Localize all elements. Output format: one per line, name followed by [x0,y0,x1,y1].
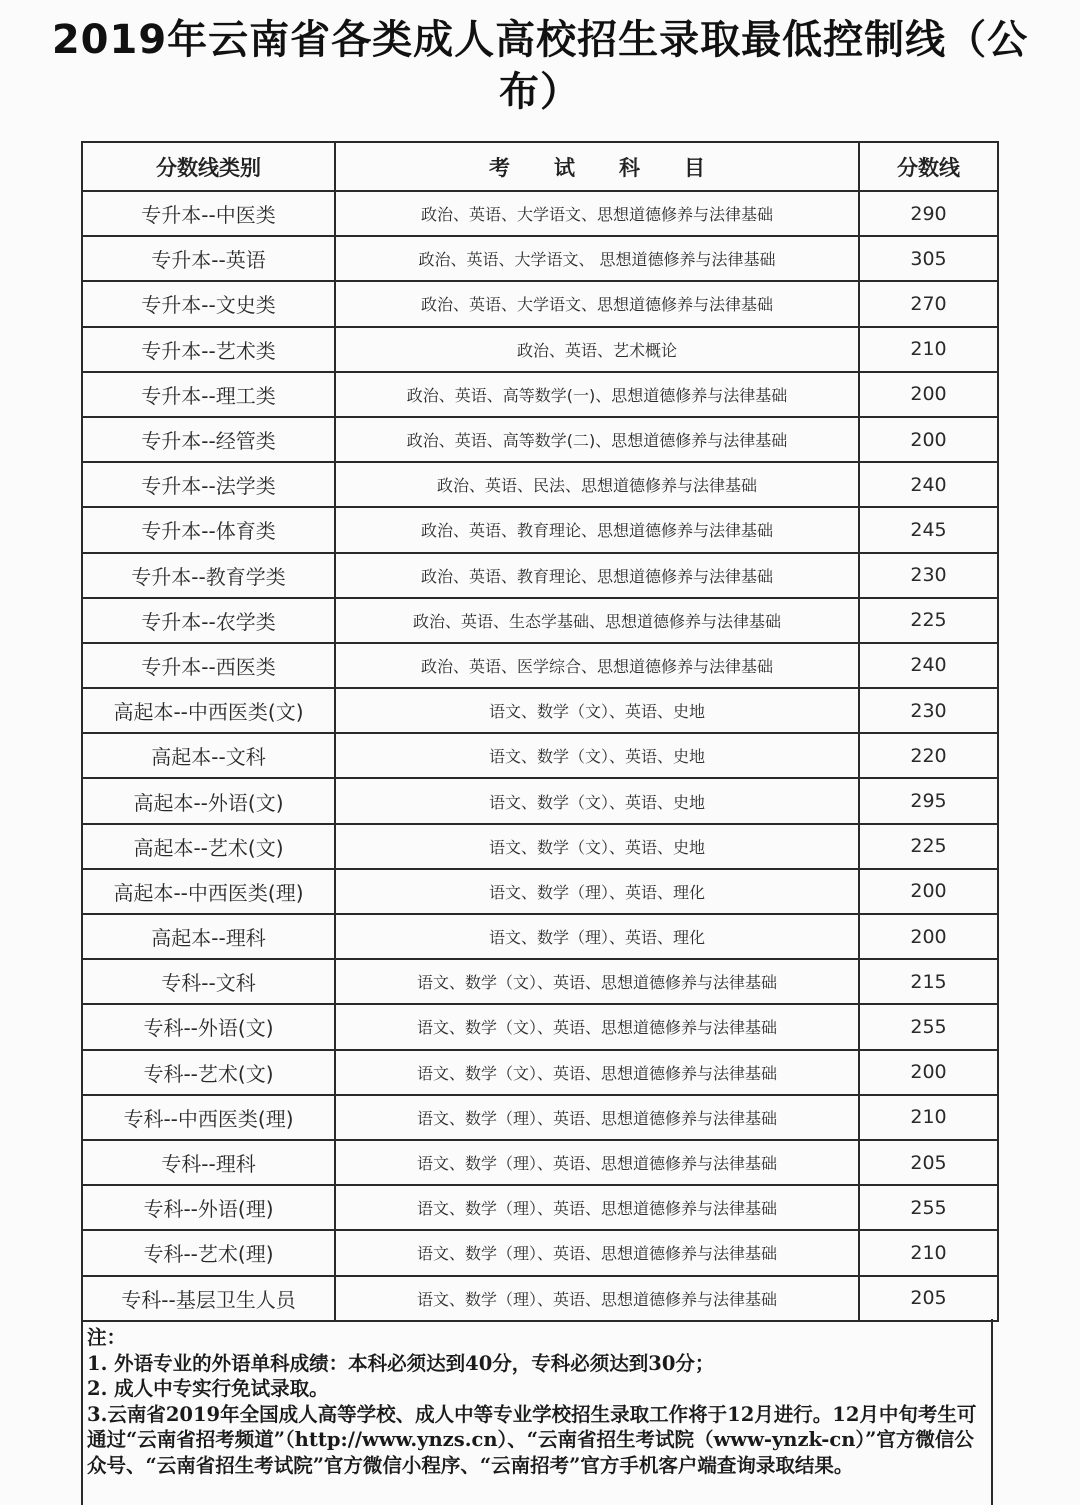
category-cell: 高起本--外语(文) [82,778,335,823]
subjects-cell: 政治、英语、艺术概论 [335,327,859,372]
table-row [82,733,998,778]
subjects-cell: 语文、数学（理）、英语、思想道德修养与法律基础 [335,1230,859,1275]
score-cell: 210 [859,1095,998,1140]
category-cell: 高起本--艺术(文) [82,824,335,869]
table-row [82,1004,998,1049]
table-row [82,1230,998,1275]
score-cell: 200 [859,869,998,914]
category-cell: 专升本--农学类 [82,598,335,643]
subjects-cell: 政治、英语、大学语文、思想道德修养与法律基础 [335,191,859,236]
score-cell: 255 [859,1185,998,1230]
table-row [82,327,998,372]
category-cell: 专科--文科 [82,959,335,1004]
category-cell: 专升本--中医类 [82,191,335,236]
notes-section [81,1319,993,1505]
subjects-cell: 政治、英语、教育理论、思想道德修养与法律基础 [335,507,859,552]
category-cell: 专升本--艺术类 [82,327,335,372]
table-row [82,869,998,914]
subjects-cell: 语文、数学（文）、英语、史地 [335,778,859,823]
note-item: 3.云南省2019年全国成人高等学校、成人中等专业学校招生录取工作将于12月进行。12月中旬考生可通过“云南省招考频道”（http://www.ynzs.cn）、“云南省招生考试院（www-ynzk-cn）”官方微信公众号、“云南省招生考试院”官方微信小程序、“云南招考”官方手机客户端查询录取结果。 [87,1402,977,1477]
category-cell: 专升本--理工类 [82,372,335,417]
category-cell: 专升本--西医类 [82,643,335,688]
score-cell: 255 [859,1004,998,1049]
category-cell: 专科--艺术(文) [82,1050,335,1095]
document-title: 2019年云南省各类成人高校招生录取最低控制线（公布） [51,17,1029,115]
table-row [82,417,998,462]
category-cell: 专升本--文史类 [82,281,335,326]
table-row [82,1140,998,1185]
table-row [82,959,998,1004]
table-row [82,824,998,869]
header-score: 分数线 [859,142,998,191]
table-header-row [82,142,998,191]
subjects-cell: 语文、数学（理）、英语、理化 [335,869,859,914]
score-table [81,141,999,1322]
category-cell: 专科--外语(文) [82,1004,335,1049]
table-row [82,236,998,281]
table-row [82,598,998,643]
table-row [82,1050,998,1095]
header-category: 分数线类别 [82,142,335,191]
table-row [82,778,998,823]
subjects-cell: 语文、数学（文）、英语、史地 [335,733,859,778]
category-cell: 高起本--中西医类(理) [82,869,335,914]
subjects-cell: 语文、数学（文）、英语、思想道德修养与法律基础 [335,1004,859,1049]
score-cell: 225 [859,824,998,869]
table-row [82,1276,998,1321]
category-cell: 专科--外语(理) [82,1185,335,1230]
score-cell: 215 [859,959,998,1004]
score-cell: 205 [859,1276,998,1321]
score-cell: 240 [859,643,998,688]
category-cell: 专升本--经管类 [82,417,335,462]
score-cell: 290 [859,191,998,236]
score-cell: 200 [859,914,998,959]
category-cell: 专科--艺术(理) [82,1230,335,1275]
table-row [82,191,998,236]
subjects-cell: 政治、英语、高等数学(二)、思想道德修养与法律基础 [335,417,859,462]
category-cell: 专升本--法学类 [82,462,335,507]
score-cell: 200 [859,417,998,462]
table-row [82,507,998,552]
table-body [82,191,998,1321]
subjects-cell: 语文、数学（理）、英语、思想道德修养与法律基础 [335,1095,859,1140]
score-cell: 210 [859,327,998,372]
table-row [82,462,998,507]
header-subjects: 考试科目 [335,142,859,191]
subjects-cell: 政治、英语、高等数学(一)、思想道德修养与法律基础 [335,372,859,417]
score-cell: 205 [859,1140,998,1185]
score-cell: 240 [859,462,998,507]
subjects-cell: 政治、英语、教育理论、思想道德修养与法律基础 [335,553,859,598]
score-cell: 200 [859,372,998,417]
score-cell: 220 [859,733,998,778]
subjects-cell: 语文、数学（文）、英语、思想道德修养与法律基础 [335,1050,859,1095]
category-cell: 专科--理科 [82,1140,335,1185]
table-row [82,281,998,326]
subjects-cell: 语文、数学（理）、英语、理化 [335,914,859,959]
table-row [82,1185,998,1230]
score-cell: 230 [859,553,998,598]
table-row [82,372,998,417]
table-row [82,553,998,598]
table-row [82,688,998,733]
subjects-cell: 政治、英语、大学语文、 思想道德修养与法律基础 [335,236,859,281]
table-row [82,914,998,959]
score-cell: 245 [859,507,998,552]
subjects-cell: 语文、数学（文）、英语、史地 [335,824,859,869]
score-cell: 270 [859,281,998,326]
score-cell: 295 [859,778,998,823]
score-cell: 200 [859,1050,998,1095]
note-item: 2. 成人中专实行免试录取。 [87,1377,329,1400]
score-cell: 305 [859,236,998,281]
category-cell: 专科--基层卫生人员 [82,1276,335,1321]
subjects-cell: 政治、英语、生态学基础、思想道德修养与法律基础 [335,598,859,643]
score-cell: 225 [859,598,998,643]
subjects-cell: 政治、英语、医学综合、思想道德修养与法律基础 [335,643,859,688]
category-cell: 专升本--体育类 [82,507,335,552]
category-cell: 专科--中西医类(理) [82,1095,335,1140]
note-item: 1. 外语专业的外语单科成绩：本科必须达到40分，专科必须达到30分； [87,1351,715,1375]
category-cell: 高起本--中西医类(文) [82,688,335,733]
subjects-cell: 语文、数学（文）、英语、史地 [335,688,859,733]
table-row [82,643,998,688]
notes-heading: 注： [87,1326,127,1349]
score-cell: 230 [859,688,998,733]
category-cell: 专升本--英语 [82,236,335,281]
subjects-cell: 语文、数学（理）、英语、思想道德修养与法律基础 [335,1185,859,1230]
category-cell: 专升本--教育学类 [82,553,335,598]
category-cell: 高起本--理科 [82,914,335,959]
score-cell: 210 [859,1230,998,1275]
subjects-cell: 语文、数学（文）、英语、思想道德修养与法律基础 [335,959,859,1004]
category-cell: 高起本--文科 [82,733,335,778]
subjects-cell: 政治、英语、大学语文、思想道德修养与法律基础 [335,281,859,326]
subjects-cell: 政治、英语、民法、思想道德修养与法律基础 [335,462,859,507]
subjects-cell: 语文、数学（理）、英语、思想道德修养与法律基础 [335,1140,859,1185]
subjects-cell: 语文、数学（理）、英语、思想道德修养与法律基础 [335,1276,859,1321]
table-row [82,1095,998,1140]
